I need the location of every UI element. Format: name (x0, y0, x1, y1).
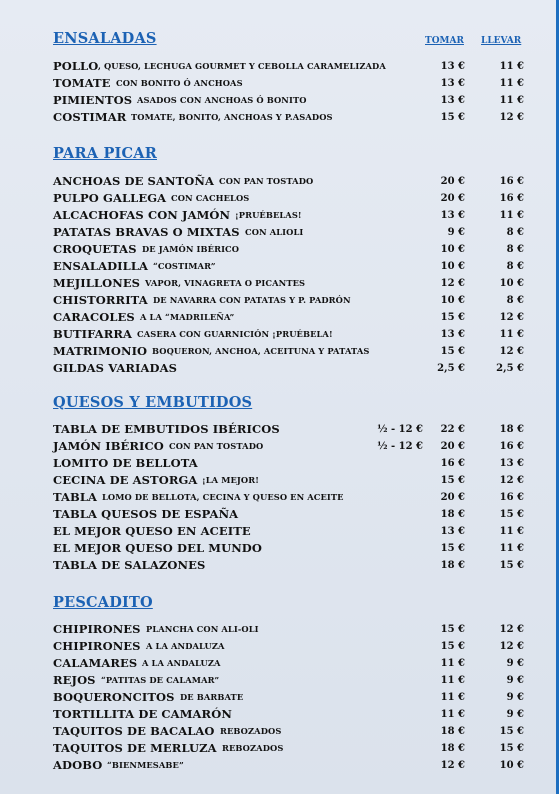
price-tomar: 20 € (440, 176, 465, 187)
price-tomar: 13 € (440, 95, 465, 106)
price-llevar: 12 € (499, 624, 524, 635)
price-llevar: 12 € (499, 346, 524, 357)
item-description: “COSTIMAR” (153, 261, 216, 271)
menu-item (53, 723, 543, 740)
price-tomar: 15 € (440, 346, 465, 357)
price-tomar: 2,5 € (437, 363, 465, 374)
item-description: LOMO DE BELLOTA, CECINA Y QUESO EN ACEITE (102, 492, 344, 502)
item-name: EL MEJOR QUESO EN ACEITE (53, 524, 251, 538)
menu-item (53, 757, 543, 774)
price-llevar: 8 € (506, 261, 524, 272)
menu-item (53, 638, 543, 655)
menu-item (53, 689, 543, 706)
item-name: PIMIENTOS (53, 93, 133, 107)
menu-item (53, 190, 543, 207)
price-tomar: 16 € (440, 458, 465, 469)
item-name: ANCHOAS DE SANTOÑA (53, 174, 214, 188)
price-llevar: 15 € (499, 743, 524, 754)
item-description: CON PAN TOSTADO (219, 176, 314, 186)
item-name: EL MEJOR QUESO DEL MUNDO (53, 541, 262, 555)
price-tomar: 15 € (440, 112, 465, 123)
price-llevar: 10 € (499, 278, 524, 289)
item-description: DE JAMÓN IBÉRICO (142, 244, 240, 254)
menu-item (53, 292, 543, 309)
price-tomar: 15 € (440, 624, 465, 635)
item-name: CHISTORRITA (53, 293, 148, 307)
menu-item (53, 275, 543, 292)
price-tomar: 20 € (440, 441, 465, 452)
menu-item (53, 506, 543, 523)
item-name: BUTIFARRA (53, 327, 133, 341)
menu-item (53, 224, 543, 241)
price-tomar: 18 € (440, 560, 465, 571)
price-tomar: 13 € (440, 210, 465, 221)
menu-item (53, 455, 543, 472)
item-description: BOQUERON, ANCHOA, ACEITUNA Y PATATAS (152, 346, 370, 356)
price-llevar: 9 € (506, 675, 524, 686)
price-llevar: 11 € (499, 61, 524, 72)
menu-item (53, 421, 543, 438)
price-llevar: 9 € (506, 692, 524, 703)
item-list (53, 621, 543, 774)
item-name: JAMÓN IBÉRICO (53, 439, 164, 453)
price-tomar: 20 € (440, 492, 465, 503)
item-description: A LA ANDALUZA (142, 658, 221, 668)
item-name: ALCACHOFAS CON JAMÓN (53, 208, 231, 222)
menu-item (53, 655, 543, 672)
price-tomar: 10 € (440, 261, 465, 272)
item-name: TOMATE (53, 76, 111, 90)
item-name: COSTIMAR (53, 110, 127, 124)
menu-item (53, 326, 543, 343)
item-description: REBOZADOS (222, 743, 284, 753)
item-name: POLLO (53, 59, 99, 73)
price-llevar: 9 € (506, 658, 524, 669)
menu-item (53, 109, 543, 126)
item-list (53, 173, 543, 377)
item-description: TOMATE, BONITO, ANCHOAS Y P.ASADOS (131, 112, 333, 122)
price-llevar: 16 € (499, 176, 524, 187)
price-tomar: 13 € (440, 526, 465, 537)
section-title: QUESOS Y EMBUTIDOS (53, 394, 253, 411)
item-description: CON BONITO Ó ANCHOAS (116, 78, 243, 88)
price-llevar: 8 € (506, 295, 524, 306)
price-tomar: 13 € (440, 78, 465, 89)
price-tomar: 11 € (440, 675, 465, 686)
price-tomar: 18 € (440, 726, 465, 737)
item-name: TORTILLITA DE CAMARÓN (53, 707, 232, 721)
menu-item (53, 343, 543, 360)
item-name: GILDAS VARIADAS (53, 361, 178, 375)
item-description: CASERA CON GUARNICIÓN ¡PRUÉBELA! (137, 329, 333, 339)
item-name: TABLA (53, 490, 98, 504)
price-tomar: 18 € (440, 743, 465, 754)
menu-item (53, 438, 543, 455)
item-name: TABLA DE SALAZONES (53, 558, 206, 572)
price-tomar: 13 € (440, 61, 465, 72)
price-llevar: 11 € (499, 210, 524, 221)
menu-item (53, 540, 543, 557)
menu-item (53, 489, 543, 506)
item-description: ¡PRUÉBELAS! (235, 210, 302, 220)
section-title: ENSALADAS (53, 30, 157, 47)
item-name: TAQUITOS DE BACALAO (53, 724, 215, 738)
item-name: CROQUETAS (53, 242, 137, 256)
item-name: CECINA DE ASTORGA (53, 473, 198, 487)
price-llevar: 16 € (499, 492, 524, 503)
item-description: CON CACHELOS (171, 193, 250, 203)
price-tomar: 22 € (440, 424, 465, 435)
price-tomar: 11 € (440, 658, 465, 669)
price-tomar: 12 € (440, 760, 465, 771)
menu-item (53, 75, 543, 92)
item-name: TAQUITOS DE MERLUZA (53, 741, 217, 755)
item-description: ASADOS CON ANCHOAS Ó BONITO (137, 95, 307, 105)
menu-item (53, 621, 543, 638)
price-llevar: 18 € (499, 424, 524, 435)
price-llevar: 8 € (506, 227, 524, 238)
item-description: PLANCHA CON ALI-OLI (146, 624, 259, 634)
item-list (53, 421, 543, 574)
price-tomar: 10 € (440, 295, 465, 306)
column-header-tomar: TOMAR (425, 36, 464, 46)
menu-item (53, 241, 543, 258)
section-title: PESCADITO (53, 594, 153, 611)
price-llevar: 11 € (499, 329, 524, 340)
price-llevar: 8 € (506, 244, 524, 255)
price-llevar: 15 € (499, 560, 524, 571)
item-description: DE NAVARRA CON PATATAS Y P. PADRÓN (153, 295, 351, 305)
menu-item (53, 58, 543, 75)
menu-item (53, 672, 543, 689)
half-portion-price: ½ - 12 € (377, 441, 423, 452)
price-llevar: 9 € (506, 709, 524, 720)
menu-item (53, 523, 543, 540)
item-list (53, 58, 543, 126)
price-llevar: 13 € (499, 458, 524, 469)
item-description: VAPOR, VINAGRETA O PICANTES (145, 278, 306, 288)
item-name: LOMITO DE BELLOTA (53, 456, 198, 470)
item-description: ¡LA MEJOR! (202, 475, 259, 485)
item-description: “BIENMESABE” (107, 760, 184, 770)
item-name: CHIPIRONES (53, 639, 141, 653)
item-description: CON ALIOLI (245, 227, 304, 237)
price-llevar: 11 € (499, 543, 524, 554)
price-tomar: 15 € (440, 641, 465, 652)
menu-item (53, 360, 543, 377)
price-llevar: 16 € (499, 441, 524, 452)
price-llevar: 12 € (499, 112, 524, 123)
section-title: PARA PICAR (53, 145, 157, 162)
item-description: , QUESO, LECHUGA GOURMET Y CEBOLLA CARAMELIZADA (98, 61, 386, 71)
price-llevar: 12 € (499, 641, 524, 652)
half-portion-price: ½ - 12 € (377, 424, 423, 435)
price-llevar: 11 € (499, 95, 524, 106)
price-tomar: 11 € (440, 709, 465, 720)
item-name: BOQUERONCITOS (53, 690, 175, 704)
menu-item (53, 258, 543, 275)
item-description: A LA “MADRILEÑA” (140, 312, 235, 322)
item-name: PATATAS BRAVAS O MIXTAS (53, 225, 240, 239)
price-llevar: 15 € (499, 509, 524, 520)
price-llevar: 2,5 € (496, 363, 524, 374)
price-llevar: 11 € (499, 78, 524, 89)
price-tomar: 13 € (440, 329, 465, 340)
item-description: “PATITAS DE CALAMAR” (101, 675, 220, 685)
price-tomar: 9 € (447, 227, 465, 238)
price-tomar: 18 € (440, 509, 465, 520)
menu-item (53, 173, 543, 190)
column-header-llevar: LLEVAR (481, 36, 522, 46)
item-name: CALAMARES (53, 656, 138, 670)
item-description: CON PAN TOSTADO (169, 441, 264, 451)
menu-item (53, 92, 543, 109)
menu-item (53, 207, 543, 224)
item-name: TABLA DE EMBUTIDOS IBÉRICOS (53, 422, 280, 436)
item-name: ENSALADILLA (53, 259, 149, 273)
price-llevar: 12 € (499, 312, 524, 323)
menu-item (53, 557, 543, 574)
menu-item (53, 472, 543, 489)
price-llevar: 12 € (499, 475, 524, 486)
item-name: CARACOLES (53, 310, 135, 324)
price-tomar: 15 € (440, 475, 465, 486)
item-description: DE BARBATE (180, 692, 244, 702)
menu-item (53, 740, 543, 757)
menu-item (53, 706, 543, 723)
price-tomar: 20 € (440, 193, 465, 204)
item-name: CHIPIRONES (53, 622, 141, 636)
item-name: REJOS (53, 673, 96, 687)
price-tomar: 10 € (440, 244, 465, 255)
price-llevar: 10 € (499, 760, 524, 771)
price-llevar: 11 € (499, 526, 524, 537)
item-name: TABLA QUESOS DE ESPAÑA (53, 507, 239, 521)
menu-item (53, 309, 543, 326)
price-tomar: 15 € (440, 312, 465, 323)
price-tomar: 12 € (440, 278, 465, 289)
price-llevar: 15 € (499, 726, 524, 737)
item-name: ADOBO (53, 758, 103, 772)
item-name: MATRIMONIO (53, 344, 148, 358)
price-tomar: 15 € (440, 543, 465, 554)
item-name: PULPO GALLEGA (53, 191, 167, 205)
price-tomar: 11 € (440, 692, 465, 703)
price-llevar: 16 € (499, 193, 524, 204)
item-name: MEJILLONES (53, 276, 141, 290)
item-description: REBOZADOS (220, 726, 282, 736)
item-description: A LA ANDALUZA (146, 641, 225, 651)
